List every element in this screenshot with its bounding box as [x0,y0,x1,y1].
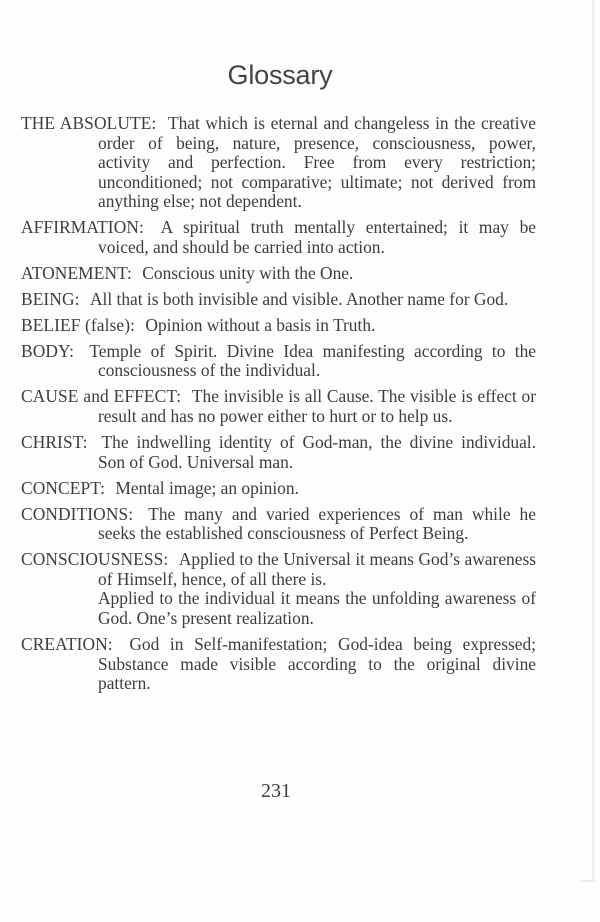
glossary-definition: All that is both invisible and visible. Another name for God. [89,288,509,309]
glossary-definition: The many and varied experiences of man while he seeks the established consciousness of Perfect Being. [98,503,536,544]
glossary-definition: Opinion without a basis in Truth. [145,314,376,335]
glossary-entry-cause-and-effect [21,387,536,426]
glossary-entry-absolute [21,114,536,212]
glossary-definition: That which is eternal and changeless in the creative order of being, nature, presence, consciousness, power, activity and perfection. Free from every restriction; unconditioned; not comparative; ultimate; not derived from anything else; not dependent. [98,113,536,212]
page-title: Glossary [227,60,333,90]
glossary-term: ATONEMENT: [21,262,132,283]
glossary-definition: The indwelling identity of God-man, the divine individual. Son of God. Universal man. [98,432,536,472]
glossary-term: CONCEPT: [21,477,105,498]
glossary-entry-belief [21,316,536,336]
glossary-term: THE ABSOLUTE: [21,113,157,133]
glossary-list [21,114,536,700]
glossary-entry-conditions [21,505,536,544]
glossary-definition: The invisible is all Cause. The visible is effect or result and has no power either to hurt or to help us. [98,386,536,427]
glossary-definition: Mental image; an opinion. [115,477,299,498]
glossary-definition: God in Self-manifestation; God-idea being expressed; Substance made visible according to the original divine pattern. [98,633,537,694]
glossary-definition: A spiritual truth mentally entertained; it may be voiced, and should be carried into action. [98,217,536,257]
glossary-entry-creation [21,635,536,694]
glossary-entry-atonement [21,264,536,284]
glossary-entry-affirmation [21,218,536,257]
glossary-entry-christ [21,433,536,472]
glossary-term: AFFIRMATION: [21,217,144,238]
glossary-term: CREATION: [21,633,113,654]
glossary-definition-continued: Applied to the individual it means the unfolding awareness of God. One’s present realization. [98,588,536,628]
glossary-term: CAUSE and EFFECT: [21,386,182,407]
glossary-entry-consciousness [21,550,536,628]
glossary-entry-body [21,342,536,381]
page-number: 231 [261,780,291,802]
glossary-term: CHRIST: [21,432,88,453]
glossary-term: CONSCIOUSNESS: [21,549,169,570]
glossary-entry-concept [21,479,536,499]
glossary-term: BODY: [21,340,75,361]
page-edge-corner [580,880,596,882]
glossary-definition: Conscious unity with the One. [142,262,354,283]
glossary-definition: Applied to the Universal it means God’s awareness of Himself, hence, of all there is. [98,549,536,589]
glossary-term: CONDITIONS: [21,503,134,524]
glossary-definition: Temple of Spirit. Divine Idea manifesting according to the consciousness of the individual. [89,340,536,381]
glossary-term: BEING: [21,288,80,309]
page-edge [592,0,595,882]
glossary-entry-being [21,290,536,310]
glossary-term: BELIEF (false): [21,314,136,335]
